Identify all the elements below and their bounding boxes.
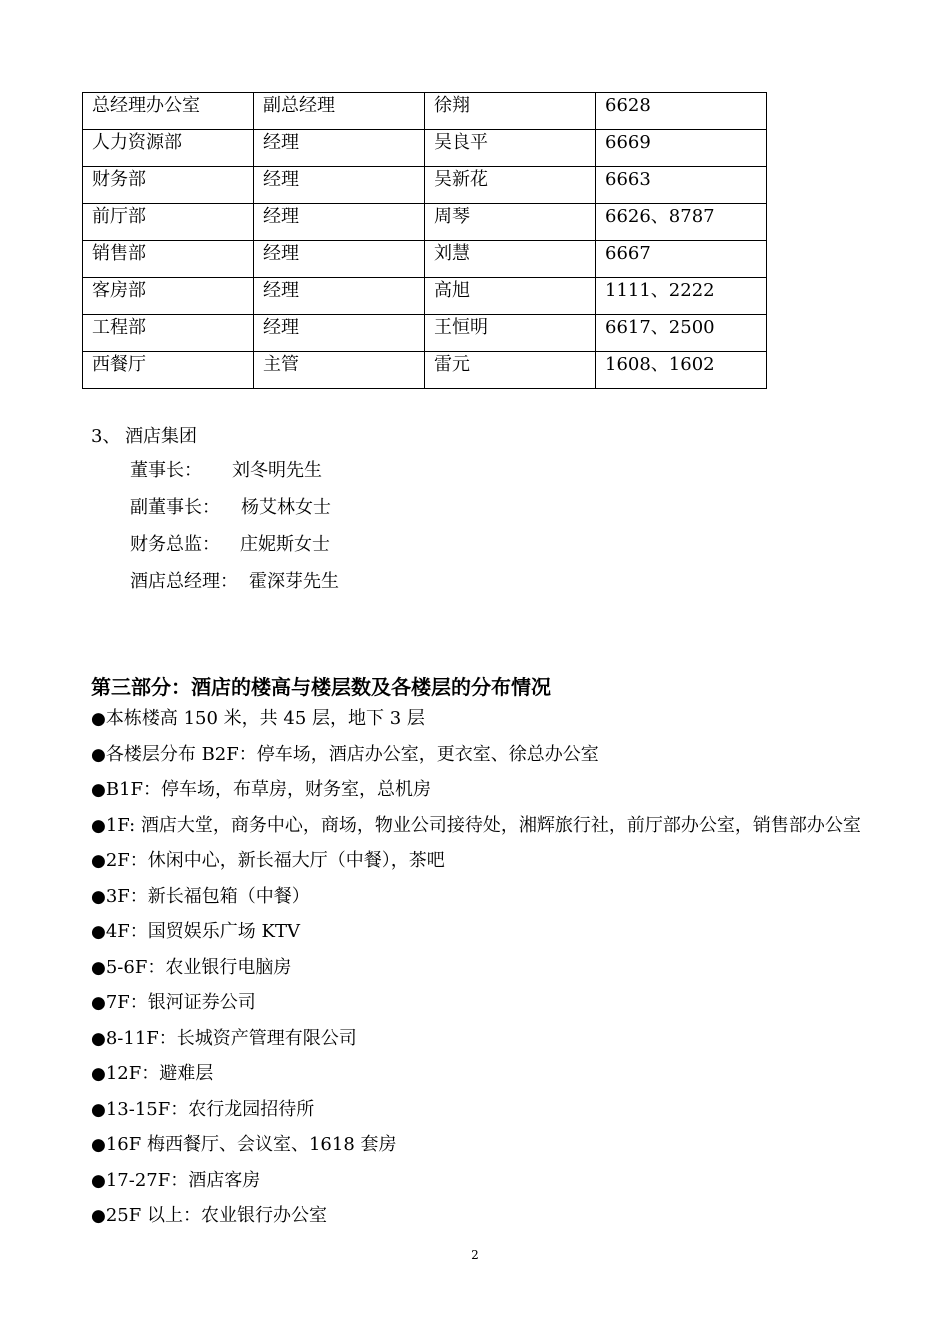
member-name: 杨艾林女士 — [241, 497, 331, 518]
page-number: 2 — [471, 1248, 479, 1262]
member-role: 副董事长： — [130, 497, 220, 518]
table-cell: 经理 — [254, 167, 425, 204]
bullet-icon: ● — [91, 1170, 106, 1191]
list-item-text: 13-15F：农行龙园招待所 — [105, 1098, 315, 1120]
table-cell: 吴良平 — [425, 130, 596, 167]
member-name: 霍深芽先生 — [249, 571, 339, 592]
table-cell: 6628 — [596, 93, 767, 130]
member-name: 庄妮斯女士 — [240, 534, 330, 555]
list-item-text: 12F：避难层 — [105, 1063, 214, 1084]
table-cell: 吴新花 — [425, 167, 596, 204]
table-row — [83, 204, 767, 241]
floor-list — [91, 706, 861, 1239]
table-cell: 雷元 — [425, 352, 596, 389]
table-cell: 经理 — [254, 315, 425, 352]
list-item — [91, 1203, 861, 1239]
member-role: 酒店总经理： — [130, 571, 238, 592]
table-cell: 6669 — [596, 130, 767, 167]
table-row — [83, 130, 767, 167]
bullet-icon: ● — [91, 1206, 106, 1226]
member-role: 董事长： — [130, 460, 202, 481]
table-row — [83, 352, 767, 389]
group-member-chairman — [130, 456, 322, 482]
table-cell: 6626、8787 — [596, 204, 767, 241]
table-row — [83, 241, 767, 278]
list-item — [91, 990, 861, 1026]
list-item-text: 25F 以上：农业银行办公室 — [105, 1205, 327, 1226]
table-cell: 刘慧 — [425, 241, 596, 278]
table-cell: 6617、2500 — [596, 315, 767, 352]
list-item — [91, 1026, 861, 1062]
list-item-text: 各楼层分布 B2F：停车场，酒店办公室，更衣室、徐总办公室 — [105, 743, 599, 765]
table-row — [83, 167, 767, 204]
table-cell: 经理 — [254, 278, 425, 315]
list-item-text: 8-11F：长城资产管理有限公司 — [105, 1027, 357, 1049]
table-cell: 1608、1602 — [596, 352, 767, 389]
table-cell: 周琴 — [425, 204, 596, 241]
list-item — [91, 1097, 861, 1133]
list-item-text: 16F 梅西餐厅、会议室、1618 套房 — [105, 1134, 397, 1155]
table-cell: 王恒明 — [425, 315, 596, 352]
bullet-icon: ● — [91, 744, 106, 765]
bullet-icon: ● — [91, 993, 106, 1013]
list-item — [91, 848, 861, 884]
list-item — [91, 919, 861, 955]
contacts-table — [82, 92, 767, 389]
list-item — [91, 1061, 861, 1097]
hotel-group-heading — [91, 422, 197, 448]
table-cell: 客房部 — [83, 278, 254, 315]
table-cell: 6663 — [596, 167, 767, 204]
table-cell: 经理 — [254, 130, 425, 167]
list-item-text: 本栋楼高 150 米，共 45 层，地下 3 层 — [105, 708, 425, 729]
table-cell: 6667 — [596, 241, 767, 278]
table-cell: 高旭 — [425, 278, 596, 315]
group-member-vice-chairman — [130, 493, 331, 519]
section-title: 第三部分：酒店的楼高与楼层数及各楼层的分布情况 — [91, 675, 551, 699]
hotel-group-title: 酒店集团 — [125, 426, 197, 447]
list-item-text: B1F：停车场，布草房，财务室，总机房 — [105, 779, 432, 800]
list-item-text: 3F：新长福包箱（中餐） — [105, 885, 310, 907]
group-member-general-manager — [130, 567, 339, 593]
table-row — [83, 278, 767, 315]
list-item-text: 5-6F：农业银行电脑房 — [105, 956, 292, 978]
bullet-icon: ● — [91, 780, 106, 800]
list-item — [91, 706, 861, 742]
list-item — [91, 777, 861, 813]
table-cell: 主管 — [254, 352, 425, 389]
list-item — [91, 1168, 861, 1204]
hotel-group-number: 3、 — [91, 426, 121, 447]
member-name: 刘冬明先生 — [232, 460, 322, 481]
bullet-icon: ● — [91, 957, 106, 978]
table-cell: 副总经理 — [254, 93, 425, 130]
list-item — [91, 1132, 861, 1168]
list-item-text: 1F: 酒店大堂，商务中心，商场，物业公司接待处，湘辉旅行社，前厅部办公室，销售部办公室 — [105, 814, 861, 836]
table-row — [83, 93, 767, 130]
list-item-text: 4F：国贸娱乐广场 KTV — [105, 921, 300, 942]
bullet-icon: ● — [91, 851, 106, 871]
member-role: 财务总监： — [130, 534, 220, 555]
table-cell: 1111、2222 — [596, 278, 767, 315]
table-cell: 总经理办公室 — [83, 93, 254, 130]
bullet-icon: ● — [91, 1099, 106, 1120]
list-item — [91, 813, 861, 849]
list-item — [91, 742, 861, 778]
table-cell: 经理 — [254, 241, 425, 278]
bullet-icon: ● — [91, 1028, 106, 1049]
contacts-table-body — [83, 93, 767, 389]
bullet-icon: ● — [91, 1064, 106, 1084]
bullet-icon: ● — [91, 886, 106, 907]
list-item-text: 2F：休闲中心，新长福大厅（中餐），茶吧 — [105, 850, 445, 871]
list-item — [91, 955, 861, 991]
table-cell: 经理 — [254, 204, 425, 241]
group-member-cfo — [130, 530, 330, 556]
list-item — [91, 884, 861, 920]
table-cell: 徐翔 — [425, 93, 596, 130]
bullet-icon: ● — [91, 1135, 106, 1155]
table-cell: 西餐厅 — [83, 352, 254, 389]
bullet-icon: ● — [91, 709, 106, 729]
table-row — [83, 315, 767, 352]
bullet-icon: ● — [91, 815, 106, 836]
bullet-icon: ● — [91, 922, 106, 942]
list-item-text: 7F：银河证券公司 — [105, 992, 256, 1013]
list-item-text: 17-27F：酒店客房 — [105, 1169, 261, 1191]
table-cell: 人力资源部 — [83, 130, 254, 167]
table-cell: 销售部 — [83, 241, 254, 278]
table-cell: 工程部 — [83, 315, 254, 352]
table-cell: 财务部 — [83, 167, 254, 204]
table-cell: 前厅部 — [83, 204, 254, 241]
